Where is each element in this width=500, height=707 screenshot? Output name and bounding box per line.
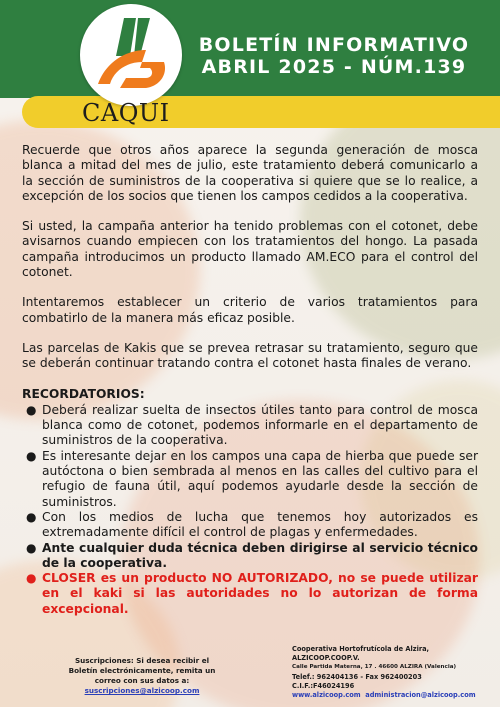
paragraph: Las parcelas de Kakis que se prevea retrasar su tratamiento, seguro que se deberán continuar tratando contra el cotonet hasta finales de verano.	[22, 340, 478, 371]
reminder-text: Es interesante dejar en los campos una capa de hierba que puede ser autóctona o bien sembrada al menos en las calles del cultivo para el refugio de fauna útil, aquí podemos ayudarle desde la sección de suministros.	[42, 448, 478, 509]
coop-name: Cooperativa Hortofrutícola de Alzira,	[292, 645, 430, 653]
bulletin-issue-line: ABRIL 2025 - NÚM.139	[201, 56, 467, 78]
subscription-line: correo con sus datos a:	[94, 676, 190, 685]
reminder-text: Con los medios de lucha que tenemos hoy autorizados es extremadamente difícil el control de plagas y enfermedades.	[42, 509, 478, 540]
coop-cif: C.I.F.:F46024196	[292, 681, 355, 690]
subscription-info	[62, 656, 222, 696]
coop-phones: Telef.: 962404136 - Fax 962400203	[292, 672, 422, 681]
bullet-icon: ●	[26, 509, 37, 524]
reminder-text: Ante cualquier duda técnica deben dirigirse al servicio técnico de la cooperativa.	[42, 540, 478, 570]
header-banner	[0, 0, 500, 98]
paragraph: Si usted, la campaña anterior ha tenido problemas con el cotonet, debe avisarnos cuando empiecen con los tratamientos del hongo. La pasada campaña introducimos un producto llamado AM.ECO para el control del cotonet.	[22, 219, 478, 280]
website-link[interactable]: www.alzicoop.com	[292, 691, 361, 700]
footer	[0, 640, 500, 707]
subscription-email-link[interactable]: suscripciones@alzicoop.com	[84, 686, 200, 695]
coop-web-links	[292, 691, 492, 700]
bulletin-title-line1: BOLETÍN INFORMATIVO	[198, 34, 470, 56]
bulletin-body	[22, 143, 478, 617]
coop-short-name: ALZICOOP.COOP.V.	[292, 654, 360, 663]
reminders-list	[26, 403, 478, 617]
alzicoop-logo	[80, 4, 182, 106]
reminder-text: Deberá realizar suelta de insectos útiles tanto para control de mosca blanca como de cotonet, podemos informarle en el departamento de suministros de la cooperativa.	[42, 402, 478, 448]
list-item	[26, 403, 478, 449]
list-item	[26, 510, 478, 541]
section-title: CAQUI	[82, 99, 170, 127]
list-item-warning	[26, 571, 478, 617]
subscription-line: Boletín electrónicamente, remita un	[68, 666, 216, 675]
paragraph: Intentaremos establecer un criterio de varios tratamientos para combatirlo de la manera más eficaz posible.	[22, 295, 478, 325]
bullet-icon: ●	[26, 571, 37, 586]
bullet-icon: ●	[26, 402, 37, 417]
reminders-heading: RECORDATORIOS:	[22, 386, 145, 401]
bulletin-title	[186, 34, 482, 78]
subscription-line: Suscripciones: Si desea recibir el	[74, 656, 210, 665]
cooperative-contact	[292, 645, 492, 700]
list-item	[26, 541, 478, 572]
coop-address: Calle Partida Materna, 17 . 46600 ALZIRA (Valencia)	[292, 664, 457, 671]
reminder-warning-text: CLOSER es un producto NO AUTORIZADO, no se puede utilizar en el kaki si las autoridades no lo autorizan de forma excepcional.	[42, 571, 478, 616]
bullet-icon: ●	[26, 448, 37, 463]
paragraph: Recuerde que otros años aparece la segunda generación de mosca blanca a mitad del mes de julio, este tratamiento deberá comunicarlo a la sección de suministros de la cooperativa si quiere que se lo realice, a excepción de los socios que tienen los campos cedidos a la cooperativa.	[22, 143, 478, 203]
list-item	[26, 449, 478, 510]
alzicoop-logo-icon	[80, 4, 182, 106]
admin-email-link[interactable]: administracion@alzicoop.com	[365, 691, 476, 700]
bullet-icon: ●	[26, 540, 37, 555]
